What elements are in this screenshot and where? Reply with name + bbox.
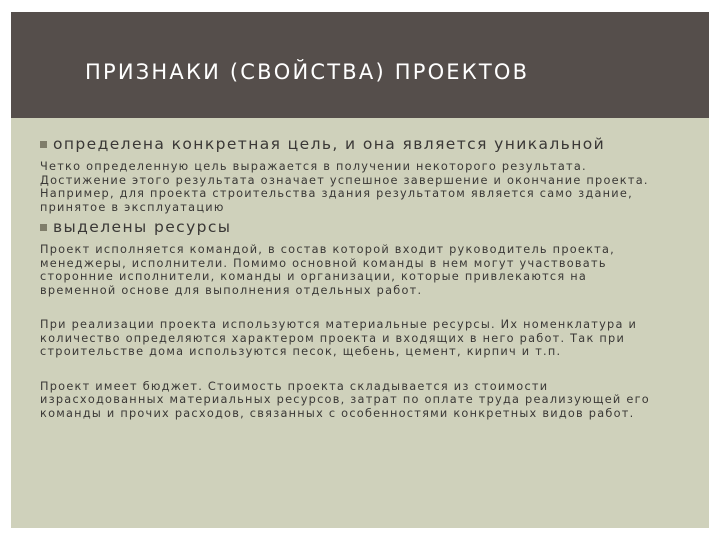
paragraph-line: При реализации проекта используются материальные ресурсы. Их номенклатура и <box>40 318 638 331</box>
paragraph-line: Проект исполняется командой, в состав которой входит руководитель проекта, <box>40 243 616 256</box>
paragraph-line: Например, для проекта строительства здания результатом является само здание, <box>40 187 633 200</box>
slide <box>11 12 709 528</box>
square-bullet-icon <box>40 224 47 231</box>
bullet-resources <box>40 217 690 237</box>
paragraph-line: израсходованных материальных ресурсов, затрат по оплате труда реализующей его <box>40 393 650 406</box>
paragraph-line: Четко определенную цель выражается в получении некоторого результата. <box>40 160 587 173</box>
paragraph-line: сторонние исполнители, команды и организации, которые привлекаются на <box>40 270 588 283</box>
slide-content <box>40 134 690 420</box>
title-bar <box>11 12 709 118</box>
paragraph-line: принятое в эксплуатацию <box>40 200 225 214</box>
team-paragraph <box>40 243 690 297</box>
bullet-resources-label: выделены ресурсы <box>53 218 232 236</box>
paragraph-line: Достижение этого результата означает успешное завершение и окончание проекта. <box>40 173 649 187</box>
paragraph-line: менеджеры, исполнители. Помимо основной команды в нем могут участвовать <box>40 256 607 270</box>
paragraph-line: количество определяются характером проекта и входящих в него работ. Так при <box>40 331 626 345</box>
paragraph-line: Проект имеет бюджет. Стоимость проекта складывается из стоимости <box>40 379 549 393</box>
budget-paragraph <box>40 380 690 421</box>
slide-title: ПРИЗНАКИ (СВОЙСТВА) ПРОЕКТОВ <box>85 60 530 84</box>
paragraph-line: строительстве дома используются песок, щебень, цемент, кирпич и т.п. <box>40 345 562 358</box>
paragraph-line: команды и прочих расходов, связанных с особенностями конкретных видов работ. <box>40 406 635 420</box>
bullet-goal-label: определена конкретная цель, и она является уникальной <box>53 135 606 153</box>
bullet-goal <box>40 134 690 154</box>
materials-paragraph <box>40 318 690 359</box>
goal-paragraph <box>40 160 690 214</box>
square-bullet-icon <box>40 141 47 148</box>
paragraph-line: временной основе для выполнения отдельных работ. <box>40 283 423 297</box>
